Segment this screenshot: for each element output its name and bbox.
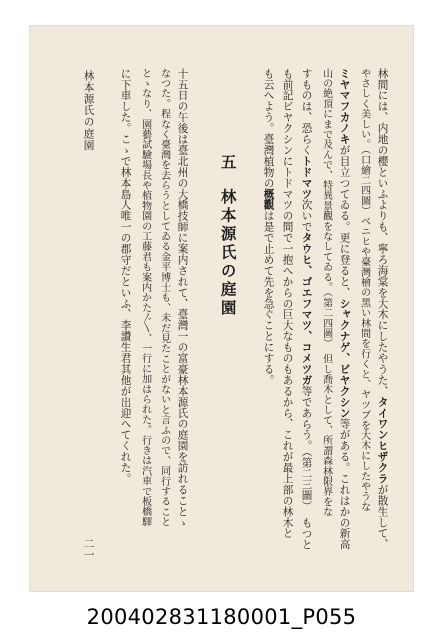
image-caption: 200402831180001_P055 — [86, 604, 357, 629]
text-line: も云へよう。臺灣植物の — [262, 68, 275, 189]
term-bold: シャクナゲ、ビヤクシン — [338, 297, 351, 419]
text-line: 次いで — [300, 199, 313, 233]
section-number: 五 — [218, 154, 238, 173]
text-column-10: とゝなり、園藝試驗場長や植物園の工藤君も案内かた〲、一行に加はられた。行きは汽車で板橋驛 — [139, 68, 151, 527]
page-number: 二一 — [82, 538, 95, 560]
term-bold: ミヤマフカノキ — [338, 68, 351, 145]
text-line: が目立つてゐる。更に登ると、 — [338, 144, 351, 298]
text-column-1 — [376, 68, 389, 550]
text-column-5 — [300, 68, 313, 550]
term-bold: 概觀 — [262, 188, 275, 211]
text-column-4: 山の絶頂にまで及んで、特異景觀をなしてゐる。（第二四圖） 但し喬木として、所謂森林限界をな — [320, 68, 332, 517]
running-head: 林本源氏の庭園 — [82, 70, 95, 152]
text-line: 等であらう。（第二三圖） もつと — [300, 385, 313, 551]
book-page — [30, 26, 413, 591]
text-column-3 — [338, 68, 351, 550]
text-column-7 — [262, 68, 275, 386]
text-line: が散生して、 — [376, 484, 389, 550]
text-column-9: なつた。程なく臺灣を去らうとしてゐる金平博士も、未だ見たことがないと言ふので、同行すること — [158, 68, 170, 527]
text-line: 林間には、内地の櫻といふよりも、寧ろ海棠を大木にしたやうた、 — [376, 68, 389, 397]
text-column-2: やさしく美しい。（口繪二四圖）べニヒや臺灣檜の黑い林間を行くと、ヤツブを大木にしたやうな — [358, 68, 370, 512]
section-title: 林本源氏の庭園 — [218, 188, 238, 318]
term-bold: タウヒ、ゴエフマツ、コメツガ — [300, 232, 313, 386]
term-bold: タイワンヒザクラ — [376, 396, 389, 485]
text-line: は是で止めて先を急ぐことにする。 — [262, 210, 275, 386]
text-column-6: も前記ビヤクシンにトドマツの間で一抱へからの巨大なものもあるから、これが最上部の林木と — [281, 68, 294, 539]
text-line: すものは、恐らく — [300, 68, 313, 156]
text-column-11: に下車した。こゝで林本島人唯一の郡守だといふ、李讚生君其他が出迎へてくれた。 — [119, 68, 132, 485]
term-bold: トドマツ — [300, 155, 313, 200]
text-line: 等がある。これはかの新高 — [338, 418, 351, 550]
text-column-8: 十五日の午後は臺北州の大橋技師に案内されて、臺灣一の富豪林本源氏の庭園を訪れることゝ — [176, 68, 189, 528]
section-heading — [218, 154, 238, 318]
